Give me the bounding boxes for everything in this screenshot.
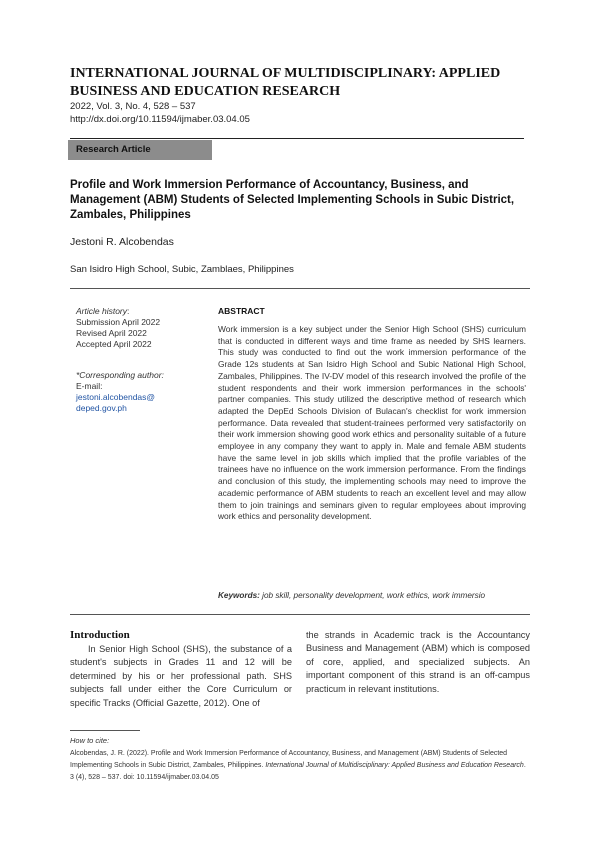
keywords-label: Keywords: [218,591,260,600]
corresponding-author [76,370,206,414]
header-rule [70,138,524,139]
citation-end: . 3 (4), 528 – 537. doi: 10.11594/ijmaber.03.04.05 [70,762,526,781]
abstract-text: Work immersion is a key subject under the Senior High School (SHS) curriculum that is conducted in different ways and time frame as needed by SHS learners. This study was conducted to find out the work immersion performance of the Grade 12s students at San Isidro High School and Subic National High School, Zambales, Philippines. The IV-DV model of this research involved the profile of the student respondents and their work immersion performances in the schools' partner companies. This study utilized the descriptive method of research which adapted the DepEd Schools Division of Bulacan's checklist for work immersion performance. Data revealed that student-trainees performed very satisfactorily on their work immersion showing good work ethics and personality suitable of a future employee in any company they want to apply in. Male and female ABM students have the same level in job skills which implied that the profile variables of the trainees have no influence on the work immersion performance. From the findings and conclusion of this study, the implementing schools may need to improve the academic performance of ABM students to reach an excellent level and may allow them to join trainings and seminars given to regular employees about improving work ethics and personality development. [218,324,526,522]
submission-date: Submission April 2022 [76,317,161,327]
citation-text [70,748,530,784]
history-label: Article history [76,306,128,316]
corresponding-label: *Corresponding author: [76,370,164,380]
intro-paragraph-left: In Senior High School (SHS), the substance of a student's subjects in Grades 11 and 12 will be determined by his or her professional path. SHS subjects fall under either the Core Curriculum or specific Tracks (Official Gazette, 2012). One of [70,644,292,708]
abstract-heading: ABSTRACT [218,306,265,316]
author-name: Jestoni R. Alcobendas [70,236,174,248]
how-to-cite-label: How to cite: [70,736,110,745]
section-heading-introduction: Introduction [70,629,130,641]
email-link[interactable]: jestoni.alcobendas@deped.gov.ph [76,392,156,413]
intro-paragraph-right: the strands in Academic track is the Accountancy Business and Management (ABM) which is composed of core, applied, and specialized subjects. An important component of this strand is an off-campus practicum in relevant institutions. [306,630,530,694]
citation-journal: International Journal of Multidisciplinary: Applied Business and Education Research [265,762,524,769]
footnote-rule [70,730,140,731]
paper-title: Profile and Work Immersion Performance of Accountancy, Business, and Management (ABM) Students of Selected Implementing Schools in Subic District, Zambales, Philippines [70,179,515,221]
article-history: Article history: Submission April 2022 Revised April 2022 Accepted April 2022 [76,306,206,350]
author-affiliation: San Isidro High School, Subic, Zamblaes, Philippines [70,264,294,275]
email-label: E-mail: [76,381,103,391]
revised-date: Revised April 2022 [76,328,147,338]
divider [70,614,530,615]
keywords-list: job skill, personality development, work ethics, work immersio [262,591,486,600]
journal-title: INTERNATIONAL JOURNAL OF MULTIDISCIPLINARY: APPLIED BUSINESS AND EDUCATION RESEARCH [70,66,501,99]
divider [70,288,530,289]
accepted-date: Accepted April 2022 [76,339,152,349]
citation-start: Alcobendas, J. R. (2022). Profile and Work Immersion Performance of Accountancy, Business, and Management (ABM) Students of Selected Implementing Schools in Subic District, Zambales, Philippines. [70,750,508,769]
keywords-line [218,591,528,600]
volume-info: 2022, Vol. 3, No. 4, 528 – 537 [70,101,196,112]
article-type-badge: Research Article [68,140,212,160]
doi-link[interactable]: http://dx.doi.org/10.11594/ijmaber.03.04.05 [70,114,250,125]
